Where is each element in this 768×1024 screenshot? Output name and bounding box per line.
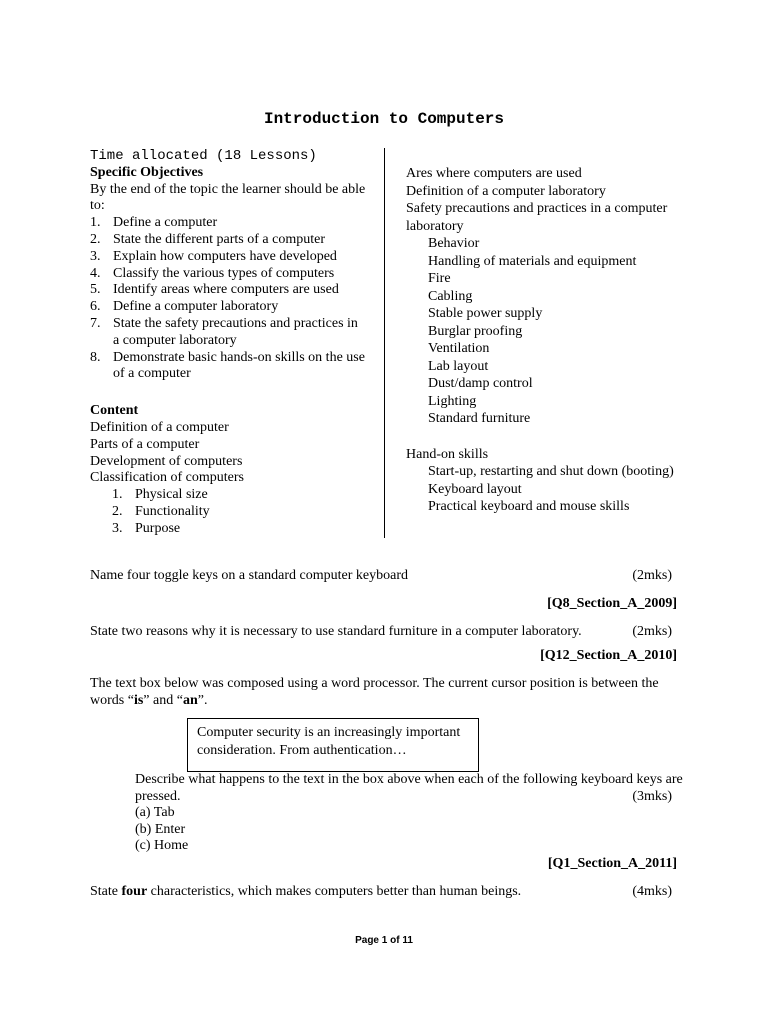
- safety-list: [406, 235, 686, 428]
- item-line: Define a computer: [113, 215, 218, 231]
- item-text: Functionality: [135, 503, 210, 519]
- objective-item: [90, 215, 370, 232]
- question-marks: (3mks): [632, 788, 672, 804]
- right-column: [406, 165, 686, 516]
- bullet-icon: [406, 288, 428, 306]
- question-text: Describe what happens to the text in the box above when each of the following keyboard keys are: [135, 772, 683, 787]
- item-number: 1.: [112, 487, 123, 503]
- item-number: 8.: [90, 349, 101, 365]
- item-text: Lab layout: [428, 358, 489, 374]
- option-item: (c) Home: [135, 838, 189, 853]
- question-text: The text box below was composed using a word processor. The current cursor position is between the: [90, 676, 659, 691]
- page-footer: Page 1 of 11: [355, 935, 413, 946]
- item-text: [113, 282, 370, 299]
- objective-item: [90, 282, 370, 299]
- safety-item: [406, 393, 686, 411]
- text-part: words “: [90, 693, 134, 708]
- content-list: [90, 420, 370, 487]
- question-text: [90, 883, 521, 901]
- bullet-icon: [406, 498, 428, 516]
- text-part: State: [90, 884, 122, 899]
- safety-item: [406, 305, 686, 323]
- item-text: Fire: [428, 271, 451, 286]
- bullet-icon: [406, 235, 428, 253]
- safety-item: [406, 323, 686, 341]
- item-text: [113, 249, 370, 266]
- item-text: Stable power supply: [428, 306, 543, 321]
- right-line: laboratory: [406, 218, 464, 234]
- text-part: ” and “: [143, 693, 183, 708]
- column-divider: [384, 148, 385, 538]
- item-text: Keyboard layout: [428, 481, 522, 497]
- item-text: Behavior: [428, 236, 480, 251]
- handson-heading: Hand-on skills: [406, 446, 489, 462]
- time-allocated: Time allocated (18 Lessons): [90, 148, 317, 164]
- content-item: Classification of computers: [90, 470, 244, 486]
- page-title: Introduction to Computers: [263, 110, 505, 128]
- question-marks: (4mks): [632, 884, 672, 899]
- item-number: 7.: [90, 315, 101, 331]
- item-line: Identify areas where computers are used: [113, 282, 339, 298]
- item-text: Purpose: [135, 520, 181, 536]
- left-column: [90, 148, 370, 538]
- item-number: 2.: [90, 231, 101, 247]
- classification-list: [90, 487, 370, 537]
- item-text: [113, 316, 370, 350]
- bold-word: four: [121, 884, 148, 899]
- objectives-heading: Specific Objectives: [90, 164, 204, 180]
- question-text: pressed.: [135, 788, 181, 804]
- bullet-icon: [406, 358, 428, 376]
- item-number: 4.: [90, 265, 101, 281]
- objective-item: [90, 266, 370, 283]
- item-text: Practical keyboard and mouse skills: [428, 499, 630, 514]
- item-number: 1.: [90, 215, 101, 231]
- item-line: Demonstrate basic hands-on skills on the use: [113, 349, 365, 365]
- item-text: Standard furniture: [428, 411, 531, 426]
- text-part: characteristics, which makes computers better than human beings.: [147, 884, 522, 899]
- item-text: [113, 266, 370, 283]
- item-number: 6.: [90, 299, 101, 315]
- bullet-icon: [406, 253, 428, 271]
- content-heading: Content: [90, 403, 139, 419]
- classification-item: [90, 487, 370, 504]
- classification-item: [90, 521, 370, 538]
- right-lines: [406, 165, 686, 235]
- item-line: a computer laboratory: [113, 332, 237, 348]
- bold-word: is: [133, 693, 144, 708]
- right-line: Ares where computers are used: [406, 166, 582, 181]
- handson-item: [406, 498, 686, 516]
- objective-item: [90, 350, 370, 384]
- safety-item: [406, 375, 686, 393]
- handson-item: [406, 481, 686, 499]
- bullet-icon: [406, 410, 428, 428]
- content-item: Parts of a computer: [90, 436, 200, 452]
- question-1: [90, 567, 672, 585]
- bullet-icon: [406, 270, 428, 288]
- item-number: 2.: [112, 503, 123, 519]
- item-text: Start-up, restarting and shut down (booting): [428, 464, 674, 479]
- item-text: [113, 232, 370, 249]
- handson-item: [406, 463, 686, 481]
- safety-item: [406, 358, 686, 376]
- bullet-icon: [406, 375, 428, 393]
- options-list: [135, 805, 672, 855]
- question-text: Name four toggle keys on a standard computer keyboard: [90, 568, 409, 583]
- safety-item: [406, 270, 686, 288]
- handson-list: [406, 463, 686, 516]
- safety-item: [406, 253, 686, 271]
- item-text: Physical size: [135, 487, 208, 503]
- objective-item: [90, 316, 370, 350]
- text-box-line: Computer security is an increasingly important: [197, 725, 461, 740]
- bullet-icon: [406, 305, 428, 323]
- item-text: Ventilation: [428, 341, 490, 356]
- item-line: Explain how computers have developed: [113, 248, 337, 264]
- item-number: 5.: [90, 282, 101, 298]
- question-text: State two reasons why it is necessary to use standard furniture in a computer laboratory.: [90, 624, 582, 639]
- item-text: Dust/damp control: [428, 376, 533, 391]
- item-text: [113, 299, 370, 316]
- text-box-line: consideration. From authentication…: [197, 743, 407, 758]
- question-reference: [Q8_Section_A_2009]: [547, 596, 677, 611]
- item-text: [113, 350, 370, 384]
- right-line: Definition of a computer laboratory: [406, 183, 606, 199]
- item-line: Classify the various types of computers: [113, 265, 335, 281]
- item-text: Burglar proofing: [428, 323, 523, 339]
- objective-item: [90, 249, 370, 266]
- intro-line: By the end of the topic the learner should be able: [90, 181, 366, 197]
- question-marks: (2mks): [632, 568, 672, 583]
- objective-item: [90, 299, 370, 316]
- option-item: (a) Tab: [135, 805, 175, 820]
- question-line: [135, 789, 672, 806]
- safety-item: [406, 235, 686, 253]
- bold-word: an: [182, 693, 198, 708]
- item-line: Define a computer laboratory: [113, 299, 279, 315]
- objectives-list: [90, 215, 370, 383]
- question-reference: [Q12_Section_A_2010]: [540, 648, 677, 663]
- question-marks: (2mks): [632, 624, 672, 639]
- question-3-description: [135, 772, 683, 855]
- content-item: Definition of a computer: [90, 419, 229, 435]
- option-item: (b) Enter: [135, 821, 186, 837]
- right-line: Safety precautions and practices in a computer: [406, 201, 668, 216]
- item-number: 3.: [90, 248, 101, 264]
- item-line: State the safety precautions and practices in: [113, 315, 358, 331]
- content-item: Development of computers: [90, 453, 243, 469]
- item-line: State the different parts of a computer: [113, 231, 325, 247]
- text-part: ”.: [197, 693, 208, 708]
- bullet-icon: [406, 393, 428, 411]
- bullet-icon: [406, 340, 428, 358]
- question-3-intro: [90, 675, 690, 709]
- sample-text-box: [187, 718, 479, 772]
- item-text: Lighting: [428, 393, 477, 409]
- question-text: [90, 692, 690, 709]
- safety-item: [406, 340, 686, 358]
- item-line: of a computer: [113, 366, 191, 382]
- classification-item: [90, 504, 370, 521]
- intro-line: to:: [90, 198, 105, 214]
- item-text: Cabling: [428, 288, 473, 304]
- safety-item: [406, 288, 686, 306]
- item-text: [113, 215, 370, 232]
- bullet-icon: [406, 323, 428, 341]
- safety-item: [406, 410, 686, 428]
- question-2: [90, 623, 672, 641]
- question-4: [90, 883, 672, 901]
- question-reference: [Q1_Section_A_2011]: [547, 856, 677, 871]
- bullet-icon: [406, 463, 428, 481]
- objective-item: [90, 232, 370, 249]
- bullet-icon: [406, 481, 428, 499]
- item-text: Handling of materials and equipment: [428, 253, 637, 269]
- item-number: 3.: [112, 520, 123, 536]
